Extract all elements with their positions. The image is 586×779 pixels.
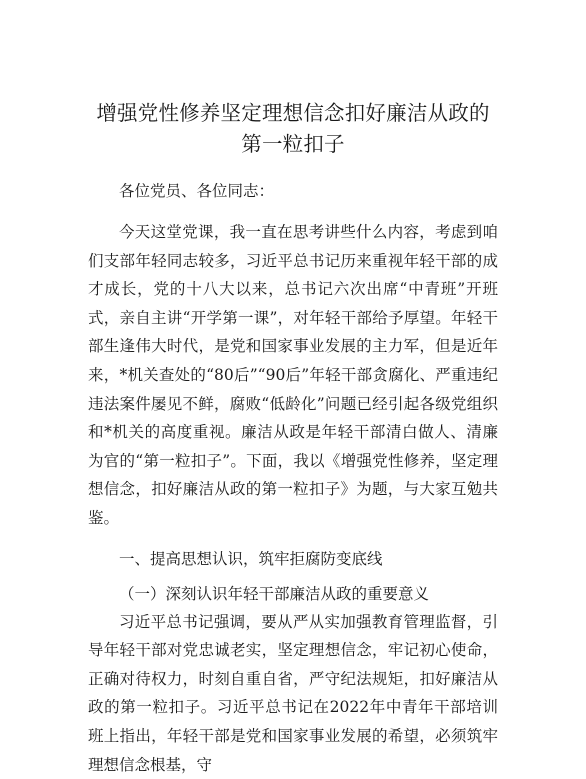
section-heading: 一、提高思想认识，筑牢拒腐防变底线 [119, 549, 383, 568]
body-paragraph: 习近平总书记强调，要从严从实加强教育管理监督，引导年轻干部对党忠诚老实，坚定理想信念，牢记初心使命，正确对待权力，时刻自重自省，严守纪法规矩，扣好廉洁从政的第一粒扣子。习近平总书记在2022年中青年干部培训班上指出，年轻干部是党和国家事业发展的希望，必须筑牢理想信念根基，守 [88, 612, 498, 774]
salutation: 各位党员、各位同志： [119, 182, 275, 200]
intro-paragraph: 今天这堂党课，我一直在思考讲些什么内容，考虑到咱们支部年轻同志较多，习近平总书记历来重视年轻干部的成才成长，党的十八大以来，总书记六次出席“中青班”开班式，亲自主讲“开学第一课”，对年轻干部给予厚望。年轻干部生逢伟大时代，是党和国家事业发展的主力军，但是近年来，*机关查处的“80后”“90后”年轻干部贪腐化、严重违纪违法案件屡见不鲜，腐败“低龄化”问题已经引起各级党组织和*机关的高度重视。廉洁从政是年轻干部清白做人、清廉为官的“第一粒扣子”。下面，我以《增强党性修养，坚定理想信念，扣好廉洁从政的第一粒扣子》为题，与大家互勉共鉴。 [88, 223, 498, 527]
subsection-heading: （一）深刻认识年轻干部廉洁从政的重要意义 [119, 584, 430, 603]
document-title: 增强党性修养坚定理想信念扣好廉洁从政的第一粒扣子 [96, 101, 490, 156]
